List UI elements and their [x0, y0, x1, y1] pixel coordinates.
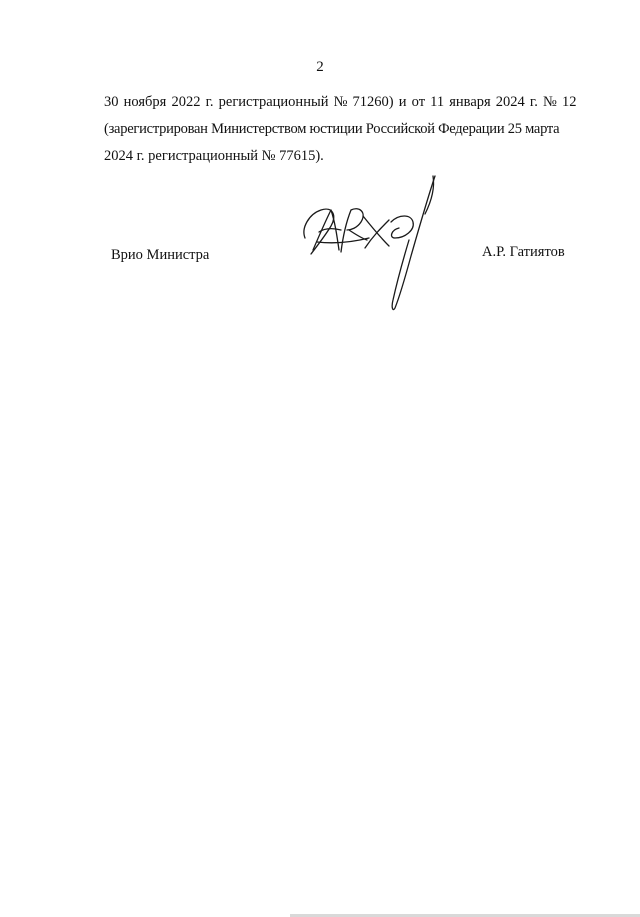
signatory-name: А.Р. Гатиятов: [482, 244, 565, 260]
handwritten-signature: [295, 170, 445, 315]
body-text-line: 2024 г. регистрационный № 77615).: [104, 148, 324, 164]
body-text-line: (зарегистрирован Министерством юстиции Российской Федерации 25 марта: [104, 121, 560, 137]
signatory-role: Врио Министра: [111, 247, 210, 263]
page-number: 2: [316, 59, 324, 75]
body-text-line: 30 ноября 2022 г. регистрационный № 71260) и от 11 января 2024 г. № 12: [104, 94, 577, 110]
